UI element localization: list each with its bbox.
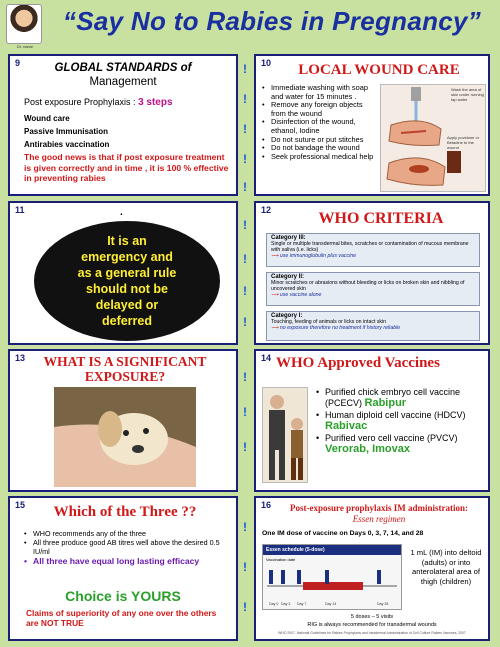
- wound-care-list: [262, 84, 374, 161]
- good-news-text: The good news is that if post exposure treatment is given correctly and in time , it is 100 % effective in preventing rabies: [24, 152, 229, 183]
- emergency-line: should not be: [86, 282, 168, 296]
- emergency-text: [34, 233, 220, 329]
- day-label: Day 28: [377, 602, 389, 606]
- steps-list: [24, 112, 109, 151]
- panel-title: Which of the Three ??: [53, 504, 197, 520]
- image-caption: Wash the area of skin under running tap water: [451, 87, 484, 102]
- panel-title: LOCAL WOUND CARE: [298, 62, 460, 78]
- vaccine-brand: Verorab, Imovax: [325, 443, 410, 455]
- list-item: • Remove any foreign objects from the wound: [262, 101, 374, 118]
- panel-title: WHO CRITERIA: [318, 210, 444, 227]
- category-desc: Single or multiple transdermal bites, scratches or contamination of mucous membrane with saliva (i.e. licks): [271, 241, 469, 253]
- day-label: Day 0: [269, 602, 279, 606]
- vaccine-brand: Rabivac: [325, 420, 368, 432]
- list-item: • Immediate washing with soap and water for 15 minutes .: [262, 84, 374, 101]
- source-text: WHO 2007. National Guidelines for Rabies Prophylaxis and Intradermal Administration of Cell Culture Rabies Vaccines, 2007: [278, 631, 466, 635]
- panel-subtitle: Management: [89, 76, 157, 88]
- panel-significant-exposure: [8, 349, 238, 492]
- panel-who-vaccines: [254, 349, 490, 492]
- separator-mark: !: [243, 315, 247, 329]
- separator-mark: !: [243, 180, 247, 194]
- day-label: Day 3: [281, 602, 291, 606]
- vaccine-list: [316, 387, 486, 455]
- list-item: • Disinfection of the wound, ethanol, Iodine: [262, 118, 374, 135]
- image-caption: Apply povidone or Betadine to the wound: [447, 135, 480, 150]
- author-caption: Dr. name: [16, 44, 34, 49]
- category-label: Category II:: [271, 274, 305, 280]
- category-desc: Minor scratches or abrasions without bleeding or licks on broken skin and nibbling of uncovered skin: [271, 280, 465, 292]
- category-desc: Touching, feeding of animals or licks on intact skin: [271, 319, 387, 325]
- emergency-line: as a general rule: [77, 266, 177, 280]
- author-photo: [6, 4, 42, 44]
- category-action: ⟶ use vaccine alone: [271, 292, 322, 298]
- separator-mark: !: [243, 560, 247, 574]
- day-label: Day 7: [297, 602, 307, 606]
- panel-number: 14: [261, 353, 272, 363]
- panel-title: [20, 354, 230, 384]
- panel-who-criteria: [254, 201, 490, 345]
- list-item: • Do not suture or put stitches: [262, 136, 374, 145]
- emergency-line: emergency and: [81, 250, 173, 264]
- emergency-line: deferred: [101, 314, 153, 328]
- day-label: Day 14: [325, 602, 337, 606]
- list-item: • All three have equal long lasting efficacy: [24, 556, 229, 566]
- doses-visits-text: 5 doses – 5 visits: [350, 614, 394, 620]
- dose-days-text: One IM dose of vaccine on Days 0, 3, 7, 14, and 28: [262, 530, 424, 537]
- panel-number: 11: [15, 205, 25, 215]
- pep-label: Post exposure Prophylaxis :: [24, 97, 139, 107]
- emergency-line: delayed or: [95, 298, 159, 312]
- separator-mark: !: [243, 62, 247, 76]
- panel-number: 16: [261, 500, 272, 510]
- panel-number: 10: [261, 58, 272, 68]
- step-item: Antirabies vaccination: [24, 140, 110, 149]
- dose-volume-text: 1 mL (IM) into deltoid (adults) or into anterolateral area of thigh (children): [410, 548, 482, 586]
- dog-bite-photo: [54, 387, 196, 487]
- title-line: EXPOSURE?: [84, 369, 166, 384]
- rig-text: RIG is always recommended for transdermal wounds: [307, 622, 437, 628]
- panel-subtitle: Essen regimen: [352, 514, 406, 524]
- separator-mark: !: [243, 600, 247, 614]
- list-item: • All three produce good AB titres well above the desired 0.5 IU/ml: [24, 539, 229, 557]
- essen-schedule-chart: [262, 544, 402, 610]
- title-line: WHAT IS A SIGNIFICANT: [43, 354, 207, 369]
- category-action: ⟶ no exposure therefore no treatment if history reliable: [271, 325, 401, 331]
- panel-emergency: [8, 201, 238, 345]
- dot-mark: .: [120, 207, 123, 218]
- vaccine-brand: Rabipur: [364, 397, 407, 409]
- category-box: [266, 233, 480, 267]
- panel-title: WHO Approved Vaccines: [276, 355, 440, 371]
- separator-mark: !: [243, 370, 247, 384]
- separator-mark: !: [243, 92, 247, 106]
- header: [0, 0, 500, 52]
- list-item: • Seek professional medical help: [262, 153, 374, 162]
- step-item: Wound care: [24, 114, 70, 123]
- panel-global-standards: [8, 54, 238, 196]
- poster-title: “Say No to Rabies in Pregnancy”: [62, 6, 482, 36]
- separator-mark: !: [243, 520, 247, 534]
- panel-number: 15: [15, 500, 26, 510]
- pep-steps: 3 steps: [138, 97, 173, 108]
- panel-number: 12: [261, 205, 272, 215]
- separator-mark: !: [243, 252, 247, 266]
- category-box: [266, 311, 480, 341]
- panel-number: 9: [15, 58, 21, 68]
- panel-title: GLOBAL STANDARDS of: [54, 62, 192, 74]
- puppy-icon: [54, 387, 196, 487]
- panel-which-of-three: [8, 496, 238, 641]
- wound-washing-illustration: [380, 84, 486, 192]
- which-list: [24, 530, 229, 566]
- separator-mark: !: [243, 152, 247, 166]
- schedule-title: Essen schedule (5-dose): [263, 545, 401, 555]
- list-item: • WHO recommends any of the three: [24, 530, 229, 539]
- pep-line: [24, 97, 173, 108]
- emergency-line: It is an: [107, 234, 147, 248]
- schedule-timeline: [263, 562, 401, 606]
- list-item: • Do not bandage the wound: [262, 144, 374, 153]
- vaccination-date-label: Vaccination date: [266, 557, 296, 562]
- category-label: Category III:: [271, 235, 306, 241]
- separator-mark: !: [243, 284, 247, 298]
- separator-mark: !: [243, 440, 247, 454]
- pasteur-vaccination-illustration: [262, 387, 308, 483]
- vaccine-item: • Purified chick embryo cell vaccine (PCECV) Rabipur: [316, 387, 486, 409]
- claims-text: Claims of superiority of any one over the others are NOT TRUE: [26, 608, 217, 628]
- category-action: ⟶ use immunoglobulin plus vaccine: [271, 253, 357, 259]
- category-label: Category I:: [271, 313, 303, 319]
- vaccine-item: • Purified vero cell vaccine (PVCV) Verorab, Imovax: [316, 433, 486, 455]
- panel-number: 13: [15, 353, 26, 363]
- vaccine-item: • Human diploid cell vaccine (HDCV) Rabivac: [316, 410, 486, 432]
- choice-text: Choice is YOURS: [65, 588, 181, 604]
- separator-mark: !: [243, 405, 247, 419]
- panel-title: Post-exposure prophylaxis IM administration:: [290, 503, 468, 513]
- separator-mark: !: [243, 218, 247, 232]
- step-item: Passive Immunisation: [24, 127, 109, 136]
- category-box: [266, 272, 480, 306]
- panel-local-wound-care: [254, 54, 490, 196]
- panel-essen-regimen: [254, 496, 490, 641]
- separator-mark: !: [243, 122, 247, 136]
- doctor-icon: [263, 388, 309, 484]
